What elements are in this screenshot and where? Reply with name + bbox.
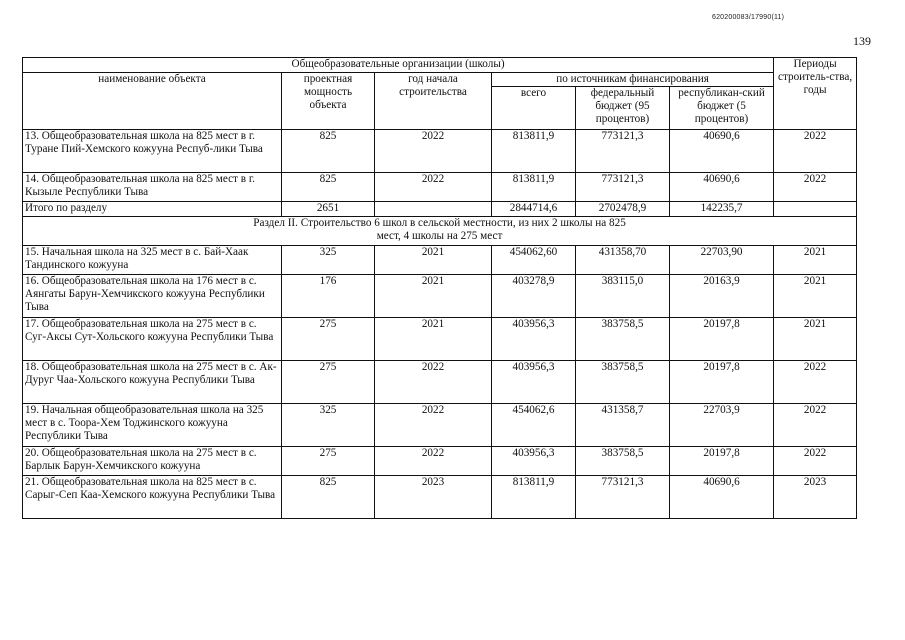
federal-cell: 431358,7 [576,404,670,447]
capacity-cell: 325 [282,246,375,275]
section-title-text: Раздел II. Строительство 6 школ в сельской местности, из них 2 школы на 825 мест, 4 школы на 275 мест [253,217,626,242]
republic-cell: 20163,9 [670,275,774,318]
capacity-cell: 325 [282,404,375,447]
object-name: 14. Общеобразовательная школа на 825 мест в г. Кызыле Республики Тыва [23,173,282,202]
table-row [23,246,857,275]
total-cell: 454062,6 [492,404,576,447]
start-year-cell: 2022 [375,173,492,202]
header-periods: Периоды строитель-ства, годы [774,58,857,130]
period-cell: 2022 [774,447,857,476]
total-cell: 813811,9 [492,476,576,519]
capacity-cell: 275 [282,318,375,361]
subtotal-label: Итого по разделу [23,202,282,217]
table-row [23,476,857,519]
start-year-cell: 2022 [375,404,492,447]
table-row [23,275,857,318]
header-federal: федеральный бюджет (95 процентов) [576,87,670,130]
federal-cell: 773121,3 [576,173,670,202]
total-cell: 813811,9 [492,130,576,173]
federal-cell: 773121,3 [576,476,670,519]
start-year-cell: 2022 [375,130,492,173]
subtotal-federal: 2702478,9 [576,202,670,217]
period-cell: 2022 [774,361,857,404]
table-row [23,318,857,361]
object-name: 21. Общеобразовательная школа на 825 мест в с. Сарыг-Сеп Каа-Хемского кожууна Республики Тыва [23,476,282,519]
capacity-cell: 176 [282,275,375,318]
republic-cell: 20197,8 [670,447,774,476]
section-title [23,217,857,246]
subtotal-republic: 142235,7 [670,202,774,217]
object-name: 20. Общеобразовательная школа на 275 мест в с. Барлык Барун-Хемчикского кожууна [23,447,282,476]
capacity-cell: 275 [282,361,375,404]
header-total: всего [492,87,576,130]
header-row-1 [23,58,857,73]
start-year-cell: 2021 [375,275,492,318]
republic-cell: 40690,6 [670,130,774,173]
period-cell: 2021 [774,275,857,318]
object-name: 17. Общеобразовательная школа на 275 мест в с. Суг-Аксы Сут-Хольского кожууна Республики Тыва [23,318,282,361]
federal-cell: 773121,3 [576,130,670,173]
period-cell: 2023 [774,476,857,519]
federal-cell: 431358,70 [576,246,670,275]
object-name: 13. Общеобразовательная школа на 825 мест в г. Туране Пий-Хемского кожууна Респуб-лики Тыва [23,130,282,173]
start-year-cell: 2021 [375,318,492,361]
subtotal-row [23,202,857,217]
total-cell: 403956,3 [492,318,576,361]
start-year-cell: 2021 [375,246,492,275]
republic-cell: 20197,8 [670,361,774,404]
header-capacity: проектная мощность объекта [282,73,375,130]
republic-cell: 22703,9 [670,404,774,447]
object-name: 15. Начальная школа на 325 мест в с. Бай-Хаак Тандинского кожууна [23,246,282,275]
period-cell: 2022 [774,130,857,173]
period-cell: 2022 [774,404,857,447]
table-row [23,130,857,173]
period-cell: 2022 [774,173,857,202]
header-funding-sources: по источникам финансирования [492,73,774,87]
header-republic: республикан-ский бюджет (5 процентов) [670,87,774,130]
capacity-cell: 825 [282,130,375,173]
capacity-cell: 825 [282,476,375,519]
start-year-cell: 2023 [375,476,492,519]
republic-cell: 20197,8 [670,318,774,361]
total-cell: 403278,9 [492,275,576,318]
subtotal-total: 2844714,6 [492,202,576,217]
total-cell: 403956,3 [492,361,576,404]
republic-cell: 40690,6 [670,476,774,519]
section-row [23,217,857,246]
capacity-cell: 825 [282,173,375,202]
total-cell: 813811,9 [492,173,576,202]
start-year-cell: 2022 [375,361,492,404]
federal-cell: 383758,5 [576,361,670,404]
table-row [23,361,857,404]
capacity-cell: 275 [282,447,375,476]
header-start-year: год начала строительства [375,73,492,130]
republic-cell: 22703,90 [670,246,774,275]
subtotal-capacity: 2651 [282,202,375,217]
total-cell: 403956,3 [492,447,576,476]
table-row [23,447,857,476]
object-name: 19. Начальная общеобразовательная школа на 325 мест в с. Тоора-Хем Тоджинского кожууна Республики Тыва [23,404,282,447]
federal-cell: 383115,0 [576,275,670,318]
period-cell: 2021 [774,318,857,361]
subtotal-start [375,202,492,217]
page-number: 139 [853,34,871,48]
subtotal-period [774,202,857,217]
start-year-cell: 2022 [375,447,492,476]
period-cell: 2021 [774,246,857,275]
federal-cell: 383758,5 [576,318,670,361]
document-code: 620200083/17990(11) [712,14,785,21]
federal-cell: 383758,5 [576,447,670,476]
header-row-2 [23,73,857,87]
object-name: 18. Общеобразовательная школа на 275 мест в с. Ак-Дуруг Чаа-Хольского кожууна Республики Тыва [23,361,282,404]
header-group-title: Общеобразовательные организации (школы) [23,58,774,73]
object-name: 16. Общеобразовательная школа на 176 мест в с. Аянгаты Барун-Хемчикского кожууна Республики Тыва [23,275,282,318]
table-row [23,404,857,447]
schools-table [22,57,857,519]
republic-cell: 40690,6 [670,173,774,202]
header-object-name: наименование объекта [23,73,282,130]
table-row [23,173,857,202]
total-cell: 454062,60 [492,246,576,275]
